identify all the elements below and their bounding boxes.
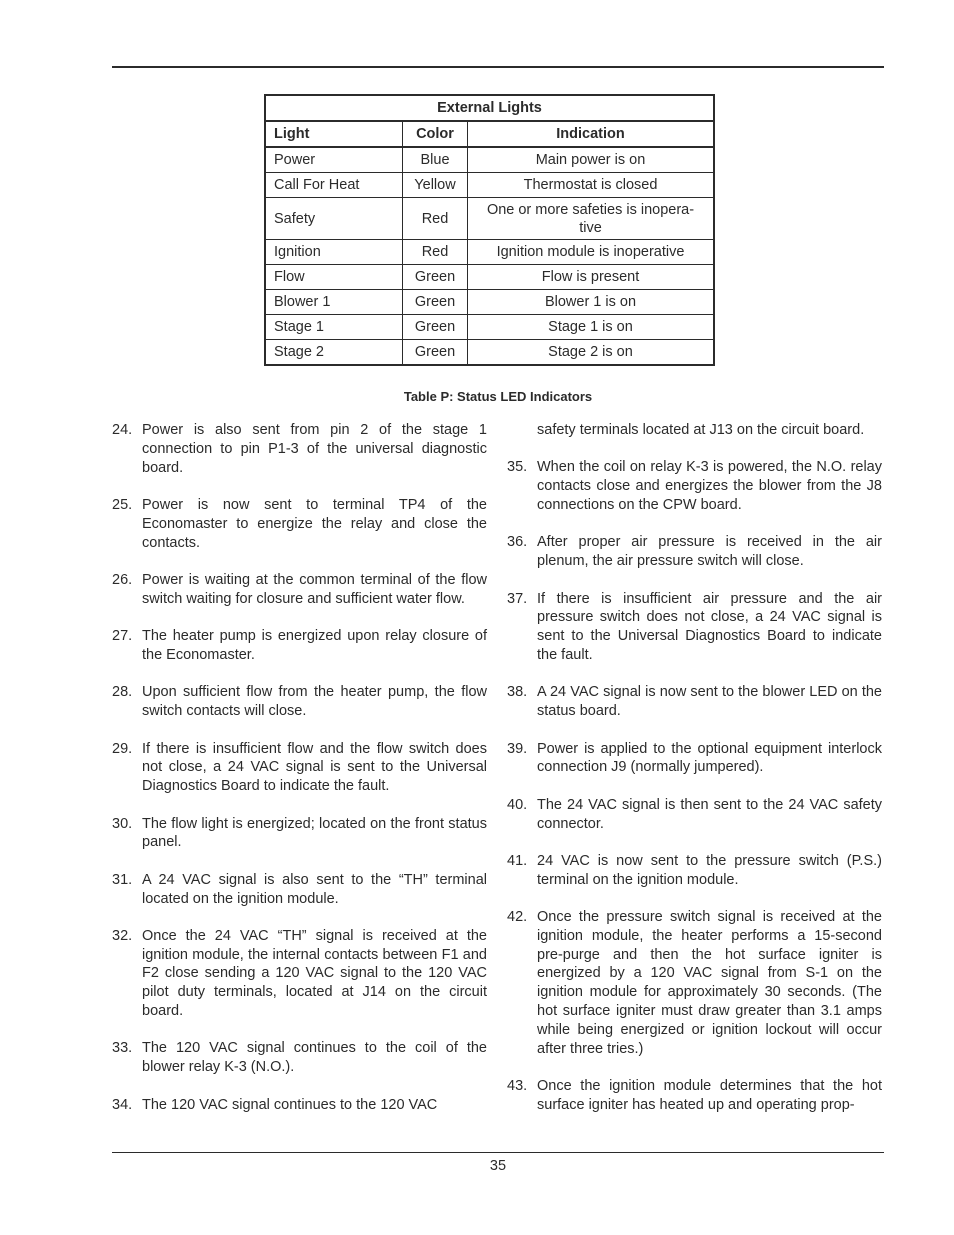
- light-cell: Stage 1: [265, 315, 403, 340]
- column-header-indication: Indication: [468, 121, 715, 147]
- table-title: Table P: Status LED Indicators: [403, 389, 593, 404]
- list-item: [507, 852, 882, 890]
- list-item: [112, 1096, 487, 1115]
- color-cell: Green: [403, 290, 468, 315]
- page-number: 35: [489, 1158, 507, 1174]
- footer-rule: [112, 1152, 884, 1153]
- color-cell: Red: [403, 198, 468, 240]
- table-row: [265, 173, 714, 198]
- color-cell: Green: [403, 315, 468, 340]
- item-number: 36.: [507, 534, 528, 551]
- item-number: 28.: [112, 684, 133, 701]
- column-header-light: Light: [265, 121, 403, 147]
- item-text: Power is now sent to terminal TP4 of the Economaster to energize the relay and close the contacts.: [142, 496, 487, 551]
- list-item: [112, 627, 487, 665]
- indication-cell: Stage 1 is on: [468, 315, 715, 340]
- right-column: [507, 421, 882, 1133]
- item-text: After proper air pressure is received in the air plenum, the air pressure switch will close.: [537, 534, 882, 570]
- list-item: [507, 908, 882, 1058]
- list-item: [507, 683, 882, 721]
- table-row: [265, 315, 714, 340]
- item-number: 39.: [507, 740, 528, 757]
- left-column: [112, 421, 487, 1133]
- item-number: 26.: [112, 571, 133, 588]
- list-item: [112, 740, 487, 796]
- list-item: [507, 590, 882, 665]
- item-text: The 24 VAC signal is then sent to the 24 VAC safety connector.: [537, 796, 882, 832]
- item-number: 29.: [112, 740, 133, 757]
- item-text: The heater pump is energized upon relay closure of the Economaster.: [142, 628, 487, 663]
- color-cell: Green: [403, 265, 468, 290]
- item-text: Power is waiting at the common terminal of the flow switch waiting for closure and sufficient water flow.: [142, 571, 487, 607]
- item-number: 42.: [507, 909, 528, 926]
- table-caption: External Lights: [265, 95, 714, 121]
- item-number: 37.: [507, 590, 528, 607]
- list-item: [112, 815, 487, 853]
- item-text: 24 VAC is now sent to the pressure switch (P.S.) terminal on the ignition module.: [537, 852, 882, 888]
- list-item: [112, 927, 487, 1021]
- color-cell: Blue: [403, 147, 468, 173]
- indication-cell: Flow is present: [468, 265, 715, 290]
- indication-cell: Ignition module is inoperative: [468, 240, 715, 265]
- list-item: [112, 496, 487, 552]
- indication-cell: Blower 1 is on: [468, 290, 715, 315]
- list-item: [507, 533, 882, 571]
- item-text: The 120 VAC signal continues to the 120 VAC: [142, 1096, 438, 1113]
- item-number: 35.: [507, 459, 528, 476]
- header-rule: [112, 66, 884, 68]
- color-cell: Green: [403, 340, 468, 366]
- light-cell: Ignition: [265, 240, 403, 265]
- indication-cell: Thermostat is closed: [468, 173, 715, 198]
- indication-cell: Stage 2 is on: [468, 340, 715, 366]
- item-text: The flow light is energized; located on the front status panel.: [142, 815, 487, 851]
- indication-cell: One or more safeties is inopera- tive: [468, 198, 715, 240]
- color-cell: Red: [403, 240, 468, 265]
- list-item: [112, 871, 487, 909]
- list-item: [507, 458, 882, 514]
- list-item: [507, 740, 882, 778]
- table-row: [265, 240, 714, 265]
- table-row: [265, 290, 714, 315]
- column-header-color: Color: [403, 121, 468, 147]
- item-text: A 24 VAC signal is now sent to the blower LED on the status board.: [537, 684, 882, 720]
- list-item: [112, 1039, 487, 1077]
- list-item: [507, 1077, 882, 1115]
- table-row: [265, 198, 714, 240]
- item-number: 38.: [507, 684, 528, 701]
- item-text: Power is applied to the optional equipment interlock connection J9 (normally jumpered).: [537, 740, 882, 776]
- list-item: [507, 796, 882, 834]
- light-cell: Blower 1: [265, 290, 403, 315]
- item-text: If there is insufficient air pressure and the air pressure switch does not close, a 24 VAC signal is sent to the Universal Diagnostics Board to indicate the fault.: [537, 590, 882, 663]
- table-row: [265, 265, 714, 290]
- item-text: Power is also sent from pin 2 of the stage 1 connection to pin P1-3 of the universal diagnostic board.: [142, 422, 487, 476]
- item-text: Upon sufficient flow from the heater pump, the flow switch contacts will close.: [142, 684, 487, 720]
- list-item: [112, 571, 487, 609]
- continued-text: safety terminals located at J13 on the circuit board.: [537, 422, 865, 438]
- item-number: 41.: [507, 852, 528, 869]
- list-item: [112, 683, 487, 721]
- item-text: Once the 24 VAC “TH” signal is received at the ignition module, the internal contacts between F1 and F2 close sending a 120 VAC signal to the 120 VAC pilot duty terminals, located at J14 on the circuit board.: [142, 927, 487, 1020]
- item-number: 43.: [507, 1078, 528, 1095]
- color-cell: Yellow: [403, 173, 468, 198]
- item-text: If there is insufficient flow and the flow switch does not close, a 24 VAC signal is sent to the Universal Diagnostics Board to indicate the fault.: [142, 740, 487, 795]
- list-item: [112, 421, 487, 477]
- item-number: 32.: [112, 927, 133, 944]
- indication-cell: Main power is on: [468, 147, 715, 173]
- light-cell: Power: [265, 147, 403, 173]
- item-number: 31.: [112, 871, 133, 888]
- item-number: 34.: [112, 1096, 133, 1113]
- item-number: 30.: [112, 815, 133, 832]
- table-row: [265, 147, 714, 173]
- item-number: 24.: [112, 422, 133, 438]
- table-row: [265, 340, 714, 366]
- light-cell: Stage 2: [265, 340, 403, 366]
- item-number: 40.: [507, 796, 528, 813]
- item-number: 27.: [112, 628, 133, 645]
- item-number: 33.: [112, 1040, 133, 1057]
- light-cell: Safety: [265, 198, 403, 240]
- external-lights-table: [264, 94, 715, 366]
- item-text: When the coil on relay K-3 is powered, the N.O. relay contacts close and energizes the blower from the J8 connections on the CPW board.: [537, 459, 882, 513]
- item-text: The 120 VAC signal continues to the coil of the blower relay K-3 (N.O.).: [142, 1040, 487, 1076]
- item-text: Once the ignition module determines that the hot surface igniter has heated up and operating prop-: [537, 1078, 882, 1113]
- item-text: A 24 VAC signal is also sent to the “TH” terminal located on the ignition module.: [142, 871, 487, 907]
- light-cell: Flow: [265, 265, 403, 290]
- light-cell: Call For Heat: [265, 173, 403, 198]
- item-number: 25.: [112, 496, 133, 513]
- item-text: Once the pressure switch signal is received at the ignition module, the heater performs a 15-second pre-purge and then the hot surface igniter is energized by a 120 VAC signal from S-1 on the ignition module for approximately 30 seconds. (The hot surface igniter must draw greater than 3.1 amps while being energized or ignition lockout will occur after three tries.): [537, 909, 882, 1057]
